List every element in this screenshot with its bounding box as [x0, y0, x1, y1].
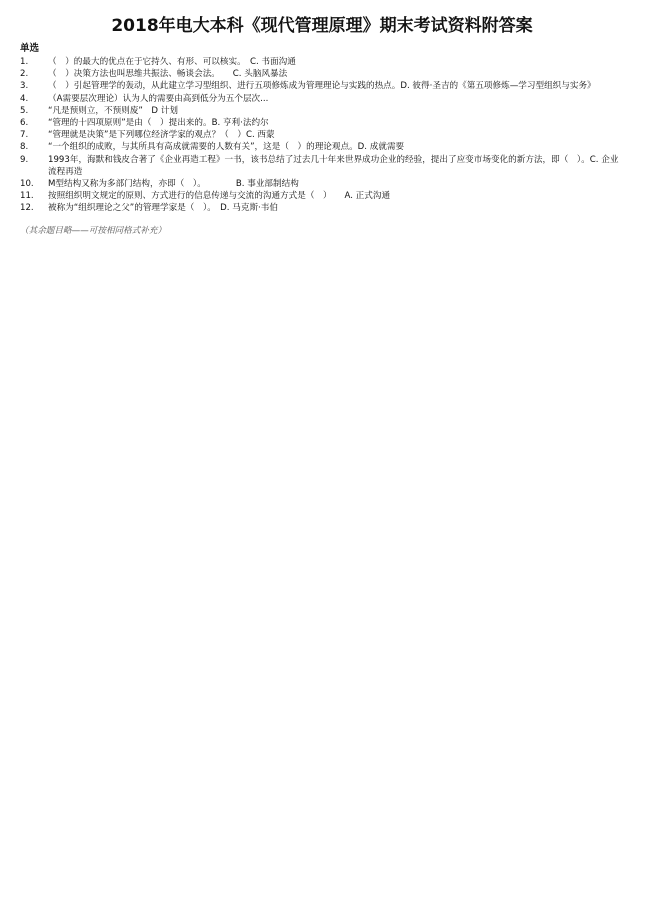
- question-item: [20, 56, 624, 68]
- question-item: [20, 129, 624, 141]
- question-text: “管理就是决策”是下列哪位经济学家的观点？（ ）C. 西蒙: [48, 130, 275, 141]
- question-number: 12.: [20, 203, 34, 214]
- question-item: [20, 68, 624, 80]
- question-number: 11.: [20, 191, 34, 202]
- question-text: M型结构又称为多部门结构，亦即（ ）。 B. 事业部制结构: [48, 179, 299, 190]
- question-text: （A需要层次理论）认为人的需要由高到低分为五个层次...: [48, 93, 269, 104]
- omitted-note: （其余题目略——可按相同格式补充）: [20, 225, 167, 236]
- question-text: “管理的十四项原则”是由（ ）提出来的。B. 亨利·法约尔: [48, 118, 269, 129]
- question-item: [20, 93, 624, 105]
- question-item: [20, 202, 624, 214]
- question-number: 4.: [20, 93, 29, 104]
- question-text: （ ）决策方法也叫思维共振法、畅谈会法。 C. 头脑风暴法: [48, 69, 288, 80]
- question-item: [20, 141, 624, 153]
- question-number: 3.: [20, 81, 29, 92]
- question-number: 6.: [20, 118, 29, 129]
- question-list: [20, 56, 624, 215]
- question-number: 9.: [20, 154, 29, 165]
- question-text: （ ）引起管理学的轰动，从此建立学习型组织、进行五项修炼成为管理理论与实践的热点。D. 彼得·圣吉的《第五项修炼—学习型组织与实务》: [48, 81, 596, 92]
- question-number: 5.: [20, 105, 29, 116]
- question-text: “凡是预则立，不预则废” D 计划: [48, 105, 178, 116]
- question-item: [20, 154, 624, 178]
- question-text: 按照组织明文规定的原则、方式进行的信息传递与交流的沟通方式是（ ） A. 正式沟通: [48, 191, 391, 202]
- question-number: 1.: [20, 57, 29, 67]
- question-item: [20, 80, 624, 92]
- question-text: 1993年，海默和钱皮合著了《企业再造工程》一书，该书总结了过去几十年来世界成功企业的经验，提出了应变市场变化的新方法，即（ ）。C. 企业流程再造: [48, 154, 619, 177]
- question-number: 10.: [20, 179, 34, 190]
- question-item: [20, 117, 624, 129]
- question-item: [20, 190, 624, 202]
- question-number: 8.: [20, 142, 29, 153]
- question-text: 被称为“组织理论之父”的管理学家是（ ）。 D. 马克斯·韦伯: [48, 203, 278, 214]
- section-heading: 单选: [20, 43, 40, 54]
- question-item: [20, 105, 624, 117]
- document-title: 2018年电大本科《现代管理原理》期末考试资料附答案: [111, 16, 533, 36]
- question-text: “一个组织的成败，与其所具有高成就需要的人数有关”，这是（ ）的理论观点。D. 成就需要: [48, 142, 405, 153]
- question-item: [20, 178, 624, 190]
- question-number: 2.: [20, 69, 29, 80]
- question-number: 7.: [20, 130, 29, 141]
- question-text: （ ）的最大的优点在于它持久、有形、可以核实。 C. 书面沟通: [48, 57, 296, 67]
